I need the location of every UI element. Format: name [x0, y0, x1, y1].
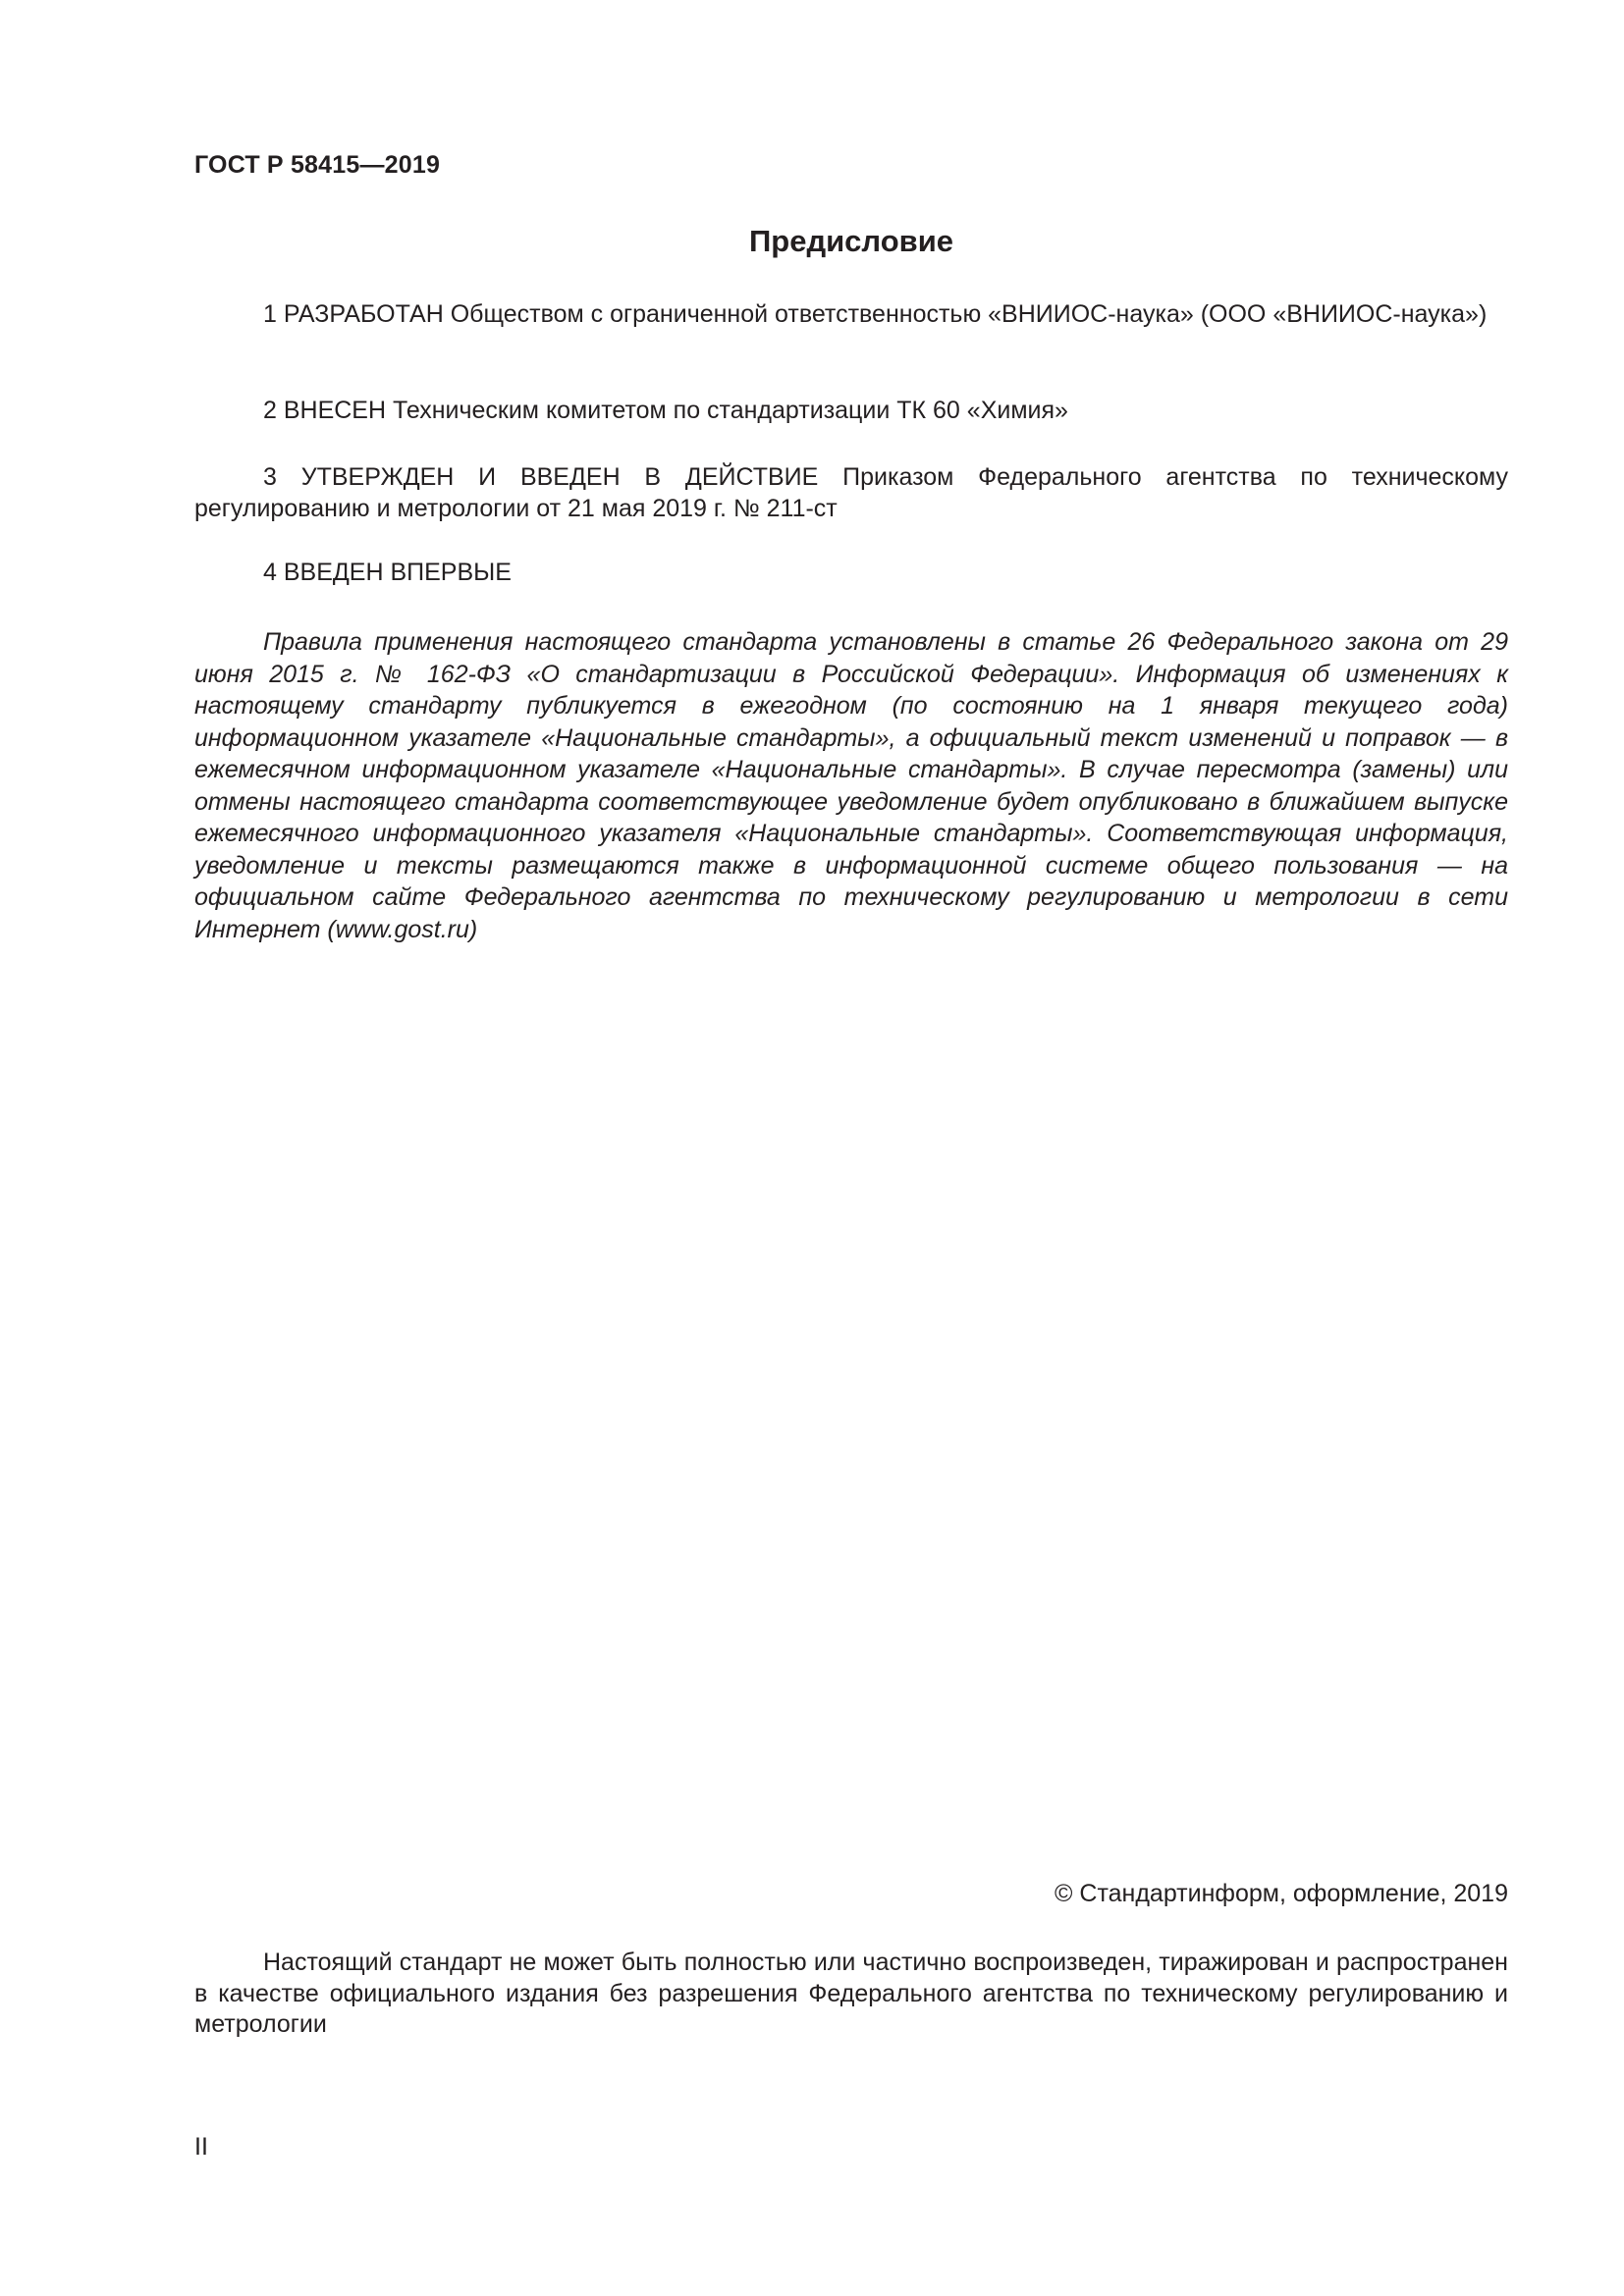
page-number: II — [194, 2133, 208, 2161]
page-title: Предисловие — [748, 224, 953, 258]
foreword-item-3: 3 УТВЕРЖДЕН И ВВЕДЕН В ДЕЙСТВИЕ Приказом Федерального агентства по техническому регулированию и метрологии от 21 мая 2019 г. № 211-ст — [194, 463, 1508, 522]
foreword-item-4: 4 ВВЕДЕН ВПЕРВЫЕ — [263, 559, 512, 586]
reproduction-notice: Настоящий стандарт не может быть полностью или частично воспроизведен, тиражирован и распространен в качестве официального издания без разрешения Федерального агентства по техническому регулированию и метрологии — [194, 1949, 1508, 2038]
copyright-line: © Стандартинформ, оформление, 2019 — [1055, 1880, 1508, 1907]
rules-paragraph: Правила применения настоящего стандарта установлены в статье 26 Федерального закона от 29 июня 2015 г. № 162-ФЗ «О стандартизации в Российской Федерации». Информация об изменениях к настоящему стандарту публикуется в ежегодном (по состоянию на 1 января текущего года) информационном указателе «Национальные стандарты», а официальный текст изменений и поправок — в ежемесячном информационном указателе «Национальные стандарты». В случае пересмотра (замены) или отмены настоящего стандарта соответствующее уведомление будет опубликовано в ближайшем выпуске ежемесячного информационного указателя «Национальные стандарты». Соответствующая информация, уведомление и тексты размещаются также в информационной системе общего пользования — на официальном сайте Федерального агентства по техническому регулированию и метрологии в сети Интернет (www.gost.ru) — [194, 628, 1508, 943]
standard-code: ГОСТ Р 58415—2019 — [194, 151, 441, 179]
foreword-item-1: 1 РАЗРАБОТАН Обществом с ограниченной ответственностью «ВНИИОС-наука» (ООО «ВНИИОС-наука») — [263, 300, 1488, 328]
foreword-item-2: 2 ВНЕСЕН Техническим комитетом по стандартизации ТК 60 «Химия» — [263, 397, 1068, 424]
